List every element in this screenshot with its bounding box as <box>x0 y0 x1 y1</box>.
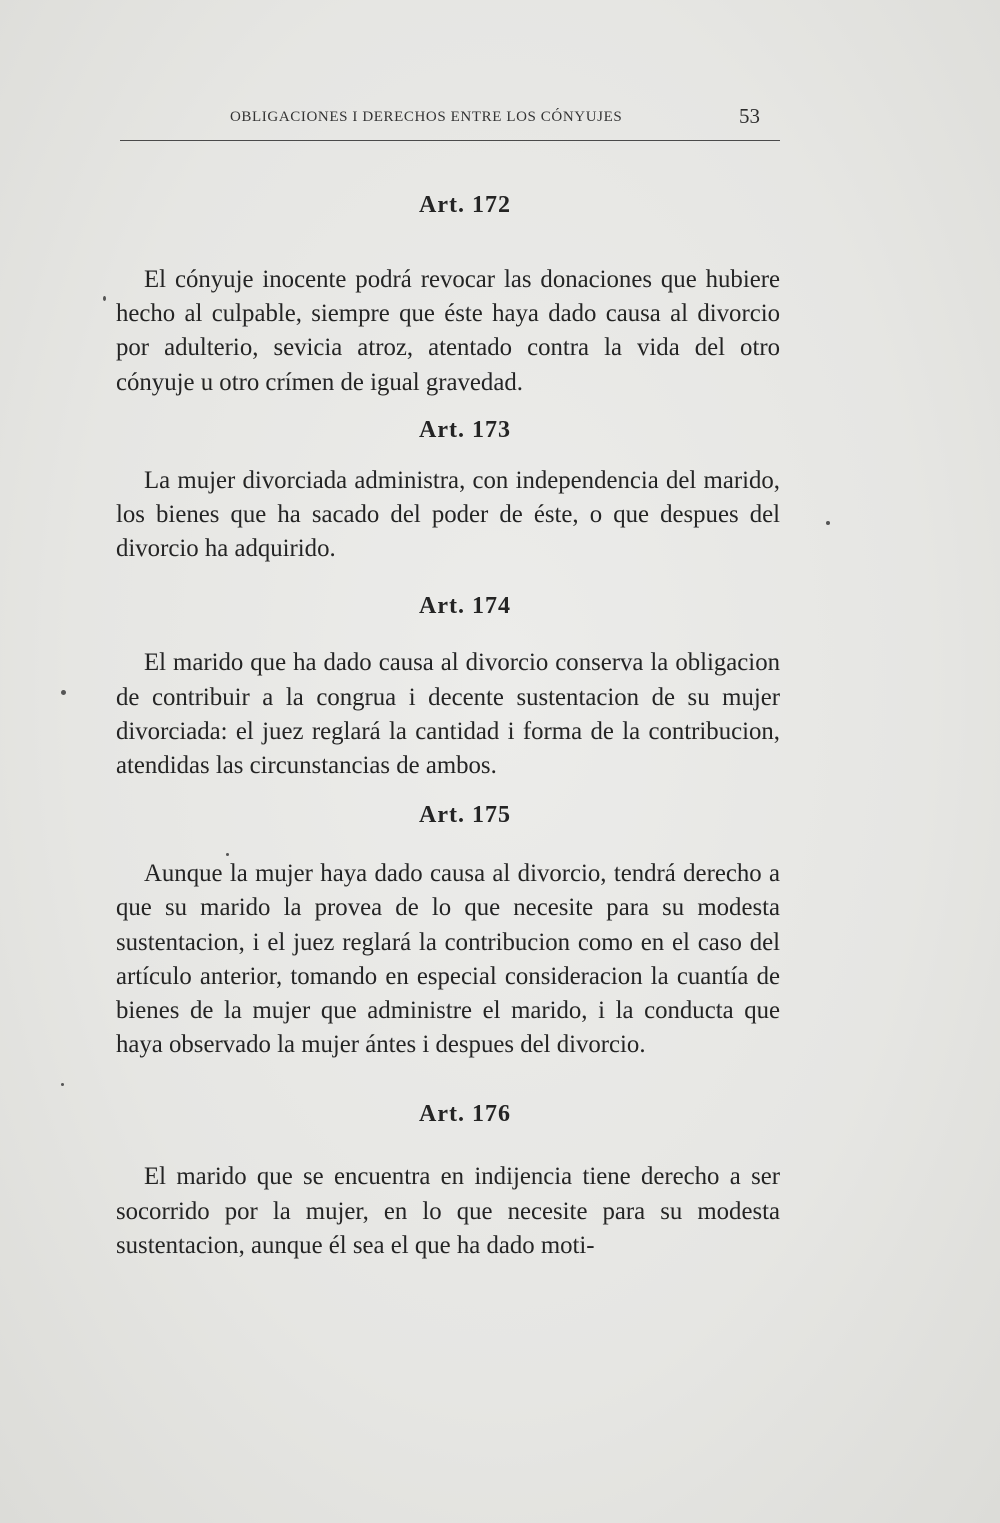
article-heading: Art. 172 <box>419 192 511 218</box>
article-text: Aunque la mujer haya dado causa al divorcio, tendrá derecho a que su marido la provea de lo que necesite para su modesta sustentacion, i el juez reglará la contribucion como en el caso del artículo anterior, tomando en especial consideracion la cuantía de bienes de la mujer que administre el marido, i la conducta que haya observado la mujer ántes i despues del divorcio. <box>116 860 780 1059</box>
article-text: El marido que ha dado causa al divorcio conserva la obligacion de contribuir a la congrua i decente sustentacion de su mujer divorciada: el juez reglará la cantidad i forma de la contribucion, atendidas las circunstancias de ambos. <box>116 649 780 780</box>
running-head: OBLIGACIONES I DERECHOS ENTRE LOS CÓNYUJES <box>230 109 623 125</box>
article-text: El marido que se encuentra en indijencia tiene derecho a ser socorrido por la mujer, en lo que necesite para su modesta sustentacion, aunque él sea el que ha dado moti- <box>116 1163 780 1259</box>
ink-speck <box>61 690 66 695</box>
page-number: 53 <box>739 104 760 128</box>
ink-speck <box>826 521 830 525</box>
ink-speck <box>226 853 229 856</box>
ink-speck <box>103 296 106 301</box>
article-text: La mujer divorciada administra, con independencia del marido, los bienes que ha sacado del poder de éste, o que despues del divorcio ha adquirido. <box>116 466 780 563</box>
article-heading: Art. 173 <box>419 416 511 443</box>
article-174 <box>116 584 780 783</box>
article-172 <box>116 183 780 400</box>
article-heading: Art. 176 <box>419 1101 511 1128</box>
header-rule <box>120 140 780 141</box>
article-heading: Art. 174 <box>419 593 511 620</box>
article-heading: Art. 175 <box>419 802 511 829</box>
article-text: El cónyuje inocente podrá revocar las donaciones que hubiere hecho al culpable, siempre que éste haya dado causa al divorcio por adulterio, sevicia atroz, atentado contra la vida del otro cónyuje u otro crímen de igual gravedad. <box>116 266 780 396</box>
page-body <box>116 183 780 1263</box>
page-header <box>120 104 780 134</box>
ink-speck <box>61 1083 64 1086</box>
article-175 <box>116 793 780 1062</box>
article-176 <box>116 1092 780 1263</box>
article-173 <box>116 408 780 567</box>
